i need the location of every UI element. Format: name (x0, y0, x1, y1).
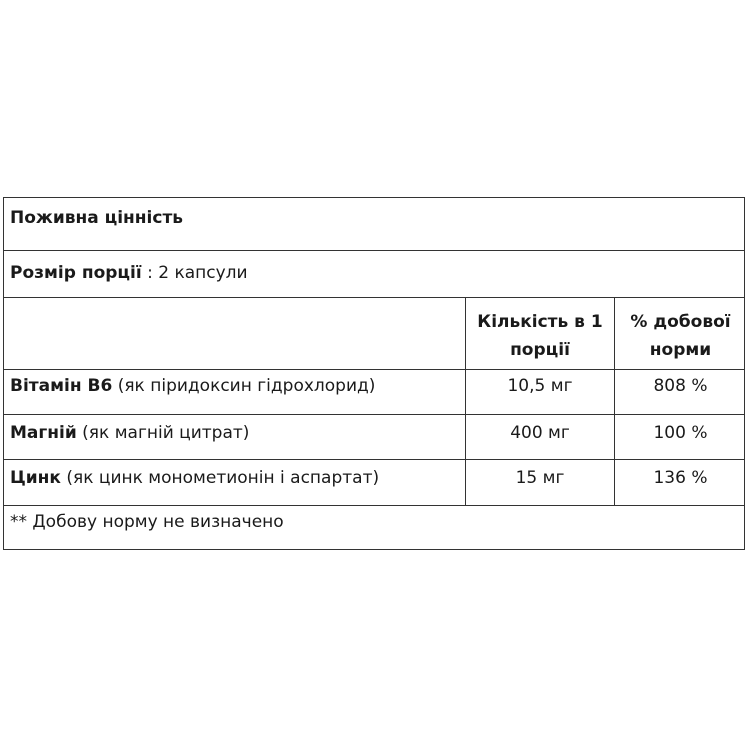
table-row (4, 415, 744, 460)
header-row (4, 298, 744, 370)
nutrient-detail: (як магній цитрат) (76, 423, 250, 443)
table-title: Поживна цінність (10, 208, 184, 228)
header-amount-line1: Кількість в 1 (477, 312, 603, 332)
nutrient-amount: 15 мг (465, 460, 614, 505)
serving-size-label: Розмір порції (10, 263, 142, 283)
nutrient-name: Цинк (10, 468, 61, 488)
serving-size-value: : 2 капсули (141, 263, 248, 283)
header-dv-line2: норми (649, 340, 712, 360)
nutrient-daily-value: 100 % (614, 415, 746, 459)
nutrition-table (3, 197, 745, 550)
header-amount (465, 298, 614, 369)
nutrient-amount: 10,5 мг (465, 370, 614, 414)
header-daily-value (614, 298, 746, 369)
serving-size-row (4, 251, 744, 298)
nutrient-name: Вітамін B6 (10, 376, 113, 396)
footnote-row (4, 506, 744, 551)
footnote: ** Добову норму не визначено (10, 512, 284, 532)
nutrient-name: Магній (10, 423, 77, 443)
table-row (4, 460, 744, 506)
nutrient-detail: (як цинк монометионін і аспартат) (60, 468, 380, 488)
nutrient-detail: (як піридоксин гідрохлорид) (112, 376, 376, 396)
title-row (4, 198, 744, 251)
nutrient-amount: 400 мг (465, 415, 614, 459)
header-empty-cell (4, 298, 465, 369)
header-amount-line2: порції (510, 340, 570, 360)
header-dv-line1: % добової (630, 312, 731, 332)
table-row (4, 370, 744, 415)
nutrient-daily-value: 808 % (614, 370, 746, 414)
nutrient-daily-value: 136 % (614, 460, 746, 505)
